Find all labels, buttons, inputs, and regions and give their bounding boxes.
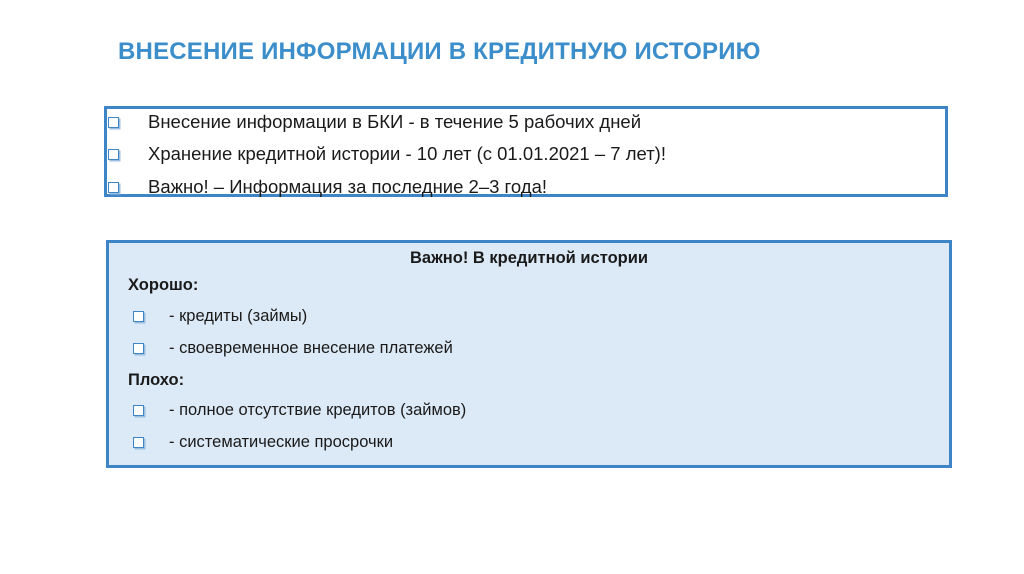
checkbox-square-icon <box>108 182 119 193</box>
facts-item-text: Внесение информации в БКИ - в течение 5 рабочих дней <box>148 111 642 132</box>
checkbox-square-icon <box>108 117 119 128</box>
good-list-item <box>133 307 307 326</box>
good-item-text: - своевременное внесение платежей <box>169 339 453 357</box>
facts-list-item <box>107 176 547 198</box>
facts-list-item <box>107 111 641 133</box>
bad-item-text: - систематические просрочки <box>169 433 394 451</box>
good-item-text: - кредиты (займы) <box>169 307 308 325</box>
facts-item-text: Важно! – Информация за последние 2–3 года! <box>148 176 547 197</box>
bad-list-item <box>133 401 466 420</box>
facts-box <box>104 106 948 197</box>
checkbox-square-icon <box>108 149 119 160</box>
important-box <box>106 240 952 468</box>
facts-list-item <box>107 143 666 165</box>
bad-item-text: - полное отсутствие кредитов (займов) <box>169 401 467 419</box>
checkbox-square-icon <box>133 343 144 354</box>
checkbox-square-icon <box>133 311 144 322</box>
bad-heading: Плохо: <box>128 371 185 389</box>
facts-item-text: Хранение кредитной истории - 10 лет (с 01.01.2021 – 7 лет)! <box>148 143 666 164</box>
checkbox-square-icon <box>133 437 144 448</box>
checkbox-square-icon <box>133 405 144 416</box>
good-list-item <box>133 339 453 358</box>
slide-title: ВНЕСЕНИЕ ИНФОРМАЦИИ В КРЕДИТНУЮ ИСТОРИЮ <box>118 38 761 65</box>
good-heading: Хорошо: <box>128 276 199 294</box>
bad-list-item <box>133 433 393 452</box>
important-heading: Важно! В кредитной истории <box>409 249 649 267</box>
